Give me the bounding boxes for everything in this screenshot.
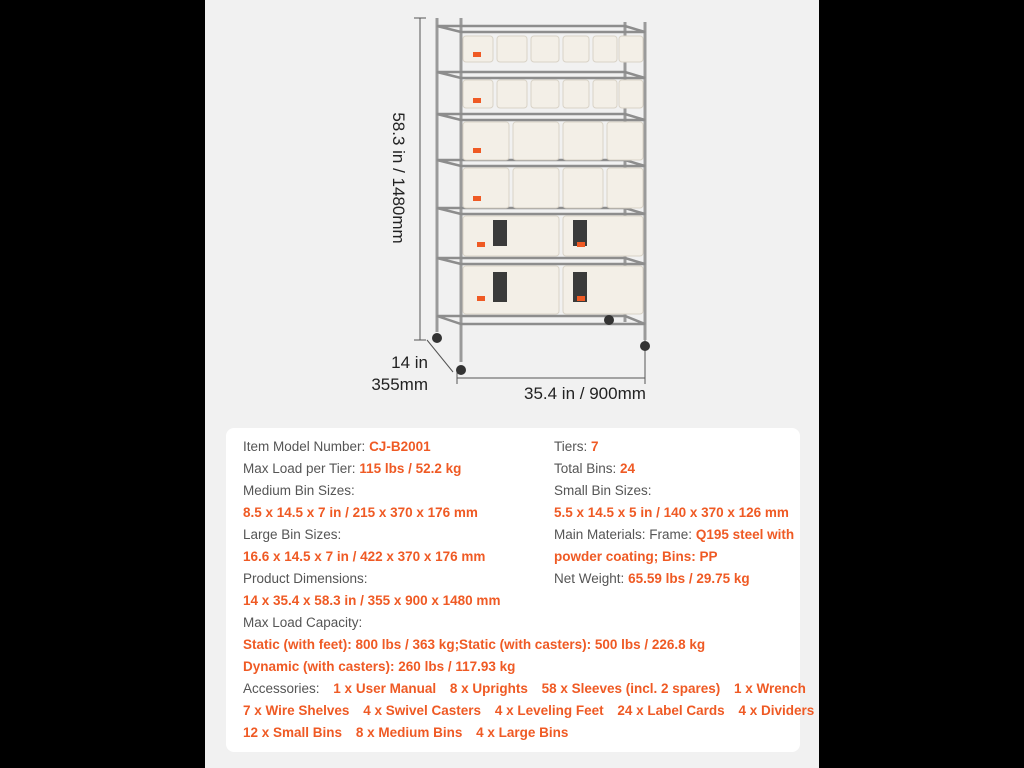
spec-tiers-label: Tiers: <box>554 439 588 454</box>
spec-accessories-label: Accessories: <box>243 681 320 696</box>
shelf-illustration <box>205 0 819 425</box>
spec-net-weight-label: Net Weight: <box>554 571 625 586</box>
spec-accessories-row-3 <box>243 724 568 742</box>
accessory-item: 8 x Uprights <box>449 681 528 696</box>
accessory-item: 12 x Small Bins <box>243 725 343 740</box>
product-canvas <box>205 0 819 768</box>
spec-total-bins <box>554 460 635 478</box>
spec-capacity-value-1: Static (with feet): 800 lbs / 363 kg;Static (with casters): 500 lbs / 226.8 kg <box>243 637 706 652</box>
spec-tiers-value: 7 <box>591 439 599 454</box>
bin-label-card <box>477 296 485 301</box>
accessory-item: 4 x Leveling Feet <box>494 703 604 718</box>
depth-dimension <box>362 352 428 396</box>
bin-label-card <box>577 296 585 301</box>
spec-net-weight <box>554 570 750 588</box>
spec-model <box>243 438 431 456</box>
bin-label-card <box>473 52 481 57</box>
accessory-item: 4 x Swivel Casters <box>363 703 482 718</box>
accessory-item: 1 x User Manual <box>333 681 437 696</box>
spec-accessories-row-1 <box>243 680 806 698</box>
spec-medium-bin-label: Medium Bin Sizes: <box>243 483 355 498</box>
spec-materials <box>554 526 794 544</box>
spec-capacity-value-2: Dynamic (with casters): 260 lbs / 117.93 kg <box>243 659 516 674</box>
spec-medium-bin-value: 8.5 x 14.5 x 7 in / 215 x 370 x 176 mm <box>243 505 478 520</box>
bin-label-card <box>577 242 585 247</box>
spec-small-bin-value: 5.5 x 14.5 x 5 in / 140 x 370 x 126 mm <box>554 505 789 520</box>
spec-card <box>226 428 815 752</box>
spec-total-bins-value: 24 <box>620 461 636 476</box>
width-dimension: 35.4 in / 900mm <box>524 384 646 403</box>
accessory-item: 7 x Wire Shelves <box>243 703 350 718</box>
bin-label-card <box>477 242 485 247</box>
spec-net-weight-value: 65.59 lbs / 29.75 kg <box>628 571 750 586</box>
spec-max-load-tier-value: 115 lbs / 52.2 kg <box>359 461 462 476</box>
spec-materials-label: Main Materials: Frame: <box>554 527 693 542</box>
height-dimension: 58.3 in / 1480mm <box>389 112 408 244</box>
depth-dimension-line <box>427 340 453 372</box>
accessory-item: 4 x Dividers <box>738 703 815 718</box>
spec-total-bins-label: Total Bins: <box>554 461 617 476</box>
spec-accessories-row-2 <box>243 702 814 720</box>
accessory-item: 4 x Large Bins <box>476 725 569 740</box>
spec-materials-value-1: Q195 steel with <box>695 527 795 542</box>
spec-large-bin-value: 16.6 x 14.5 x 7 in / 422 x 370 x 176 mm <box>243 549 486 564</box>
spec-tiers <box>554 438 599 456</box>
bin-label-card <box>473 98 481 103</box>
spec-product-dim-label: Product Dimensions: <box>243 571 368 586</box>
spec-capacity-label: Max Load Capacity: <box>243 615 363 630</box>
spec-large-bin-label: Large Bin Sizes: <box>243 527 342 542</box>
spec-max-load-tier <box>243 460 461 478</box>
accessory-item: 8 x Medium Bins <box>355 725 463 740</box>
spec-model-value: CJ-B2001 <box>369 439 431 454</box>
accessory-item: 58 x Sleeves (incl. 2 spares) <box>541 681 721 696</box>
spec-product-dim-value: 14 x 35.4 x 58.3 in / 355 x 900 x 1480 mm <box>243 593 501 608</box>
depth-dimension-mm: 355mm <box>371 375 428 394</box>
accessory-item: 1 x Wrench <box>734 681 806 696</box>
bin-label-card <box>473 148 481 153</box>
accessory-item: 24 x Label Cards <box>617 703 725 718</box>
spec-model-label: Item Model Number: <box>243 439 366 454</box>
depth-dimension-in: 14 in <box>391 353 428 372</box>
spec-small-bin-label: Small Bin Sizes: <box>554 483 652 498</box>
bin-label-card <box>473 196 481 201</box>
spec-max-load-tier-label: Max Load per Tier: <box>243 461 356 476</box>
spec-materials-value-2: powder coating; Bins: PP <box>554 549 718 564</box>
product-illustration <box>205 0 819 425</box>
